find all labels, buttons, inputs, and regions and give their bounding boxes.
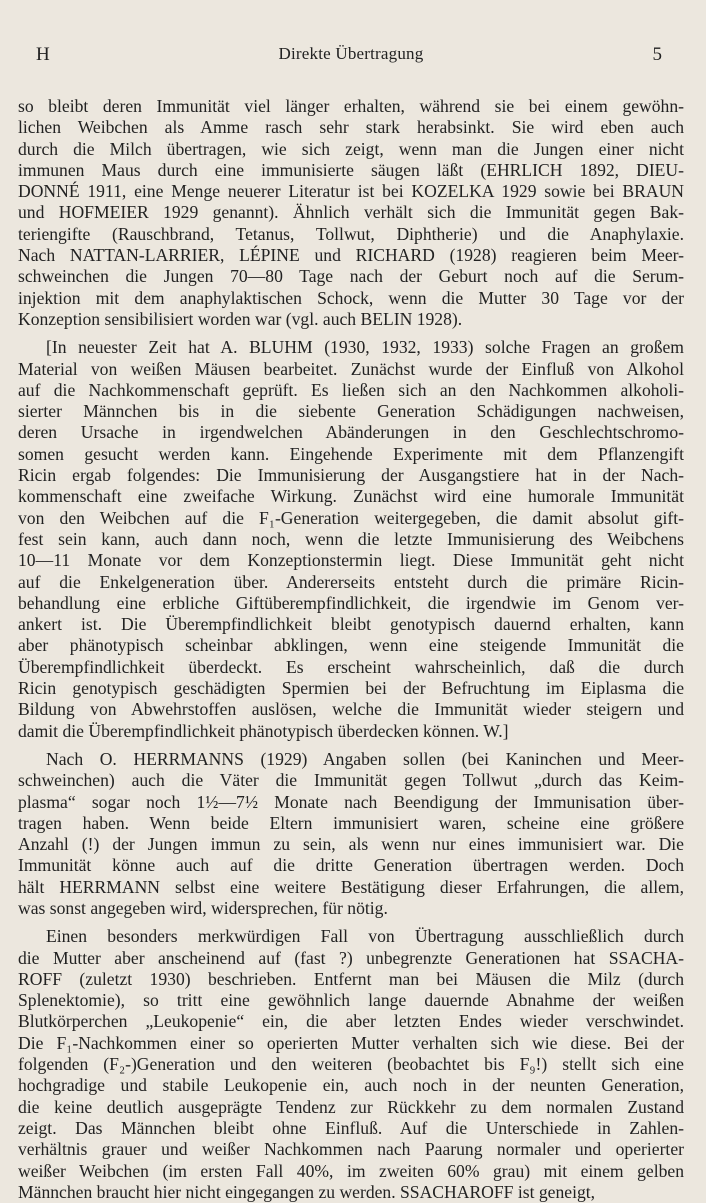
text-line: sierter Männchen bis in die siebente Generation Schädigungen nachweisen, bbox=[18, 401, 684, 422]
text-line: plasma“ sogar noch 1½—7½ Monate nach Beendigung der Immunisation über- bbox=[18, 791, 684, 812]
text-line: Immunität könne auch auf die dritte Generation übertragen werden. Doch bbox=[18, 855, 684, 876]
running-title: Direkte Übertragung bbox=[278, 44, 424, 63]
text-line: Blutkörperchen „Leukopenie“ ein, die aber letzten Endes wieder verschwindet. bbox=[18, 1011, 684, 1032]
text-line: und HOFMEIER 1929 genannt). Ähnlich verhält sich die Immunität gegen Bak- bbox=[18, 202, 684, 223]
text-line: schweinchen die Jungen 70—80 Tage nach der Geburt noch auf die Serum- bbox=[18, 266, 684, 287]
text-line: deren Ursache in irgendwelchen Abänderungen in den Geschlechtschromo- bbox=[18, 422, 684, 443]
section-letter: H bbox=[36, 44, 50, 65]
text-line: somen gesucht werden kann. Eingehende Experimente mit dem Pflanzengift bbox=[18, 443, 684, 464]
text-line: folgenden (F₂-)Generation und den weiteren (beobachtet bis F₉!) stellt sich eine bbox=[18, 1054, 684, 1075]
text-line: Konzeption sensibilisiert worden war (vgl. auch BELIN 1928). bbox=[18, 308, 463, 329]
text-line: die Mutter aber anscheinend auf (fast ?) unbegrenzte Generationen hat SSACHA- bbox=[18, 947, 684, 968]
text-line: Überempfindlichkeit überdeckt. Es erscheint wahrscheinlich, daß die durch bbox=[18, 656, 684, 677]
text-line: was sonst angegeben wird, widersprechen, für nötig. bbox=[18, 897, 388, 918]
text-line: Anzahl (!) der Jungen immun zu sein, als wenn nur eines immunisiert war. Die bbox=[18, 834, 684, 855]
text-line: die keine deutlich ausgeprägte Tendenz zur Rückkehr zu dem normalen Zustand bbox=[18, 1096, 684, 1117]
text-line: so bleibt deren Immunität viel länger erhalten, während sie bei einem gewöhn- bbox=[18, 96, 684, 116]
text-line: Ricin ergab folgendes: Die Immunisierung der Ausgangstiere hat in der Nach- bbox=[18, 465, 684, 486]
body-text bbox=[18, 96, 684, 1203]
text-line: weißer Weibchen (im ersten Fall 40%, im zweiten 60% grau) mit einem gelben bbox=[18, 1160, 684, 1181]
text-line: Splenektomie), so tritt eine gewöhnlich lange dauernde Abnahme der weißen bbox=[18, 990, 684, 1011]
text-line: behandlung eine erbliche Giftüberempfindlichkeit, die irgendwie im Genom ver- bbox=[18, 592, 684, 613]
text-line: Nach NATTAN-LARRIER, LÉPINE und RICHARD (1928) reagieren beim Meer- bbox=[18, 245, 684, 266]
text-line: fest sein kann, auch dann noch, wenn die letzte Immunisierung des Weibchens bbox=[18, 528, 684, 549]
text-line: DONNÉ 1911, eine Menge neuerer Literatur ist bei KOZELKA 1929 sowie bei BRAUN bbox=[18, 181, 684, 202]
paragraph bbox=[18, 337, 684, 742]
text-line: zeigt. Das Männchen bleibt ohne Einfluß. Auf die Unterschiede in Zahlen- bbox=[18, 1117, 684, 1138]
text-line: ROFF (zuletzt 1930) beschrieben. Entfernt man bei Mäusen die Milz (durch bbox=[18, 968, 684, 989]
text-line: hält HERRMANN selbst eine weitere Bestätigung dieser Erfahrungen, die allem, bbox=[18, 876, 684, 897]
paragraph bbox=[18, 96, 684, 330]
text-line: Einen besonders merkwürdigen Fall von Übertragung ausschließlich durch bbox=[46, 926, 684, 947]
text-line: von den Weibchen auf die F₁-Generation weitergegeben, die damit absolut gift- bbox=[18, 507, 684, 528]
text-line: lichen Weibchen als Amme rasch sehr stark herabsinkt. Sie wird eben auch bbox=[18, 117, 684, 138]
text-line: hochgradige und stabile Leukopenie ein, auch noch in der neunten Generation, bbox=[18, 1075, 684, 1096]
text-line: durch die Milch übertragen, wie sich zeigt, wenn man die Jungen einer nicht bbox=[18, 138, 684, 159]
text-line: Material von weißen Mäusen bearbeitet. Zunächst wurde der Einfluß von Alkohol bbox=[18, 358, 684, 379]
text-line: verhältnis grauer und weißer Nachkommen nach Paarung normaler und operierter bbox=[18, 1139, 684, 1160]
text-line: injektion mit dem anaphylaktischen Schock, wenn die Mutter 30 Tage vor der bbox=[18, 287, 684, 308]
text-line: Männchen braucht hier nicht eingegangen zu werden. SSACHAROFF ist geneigt, bbox=[18, 1181, 596, 1202]
text-line: Die F₁-Nachkommen einer so operierten Mutter verhalten sich wie diese. Bei der bbox=[18, 1032, 684, 1053]
text-line: Ricin genotypisch geschädigten Spermien bei der Befruchtung im Eiplasma die bbox=[18, 678, 684, 699]
text-line: ankert ist. Die Überempfindlichkeit bleibt genotypisch dauernd erhalten, kann bbox=[18, 614, 684, 635]
text-line: damit die Überempfindlichkeit phänotypisch überdecken können. W.] bbox=[18, 720, 509, 741]
text-line: [In neuester Zeit hat A. BLUHM (1930, 1932, 1933) solche Fragen an großem bbox=[46, 337, 684, 358]
text-line: auf die Enkelgeneration über. Andererseits entsteht durch die primäre Ricin- bbox=[18, 571, 684, 592]
page-number: 5 bbox=[652, 44, 662, 65]
text-line: aber phänotypisch scheinbar abklingen, wenn eine steigende Immunität die bbox=[18, 635, 684, 656]
text-line: auf die Nachkommenschaft geprüft. Es ließen sich an den Nachkommen alkoholi- bbox=[18, 379, 684, 400]
text-line: tragen haben. Wenn beide Eltern immunisiert waren, scheine eine größere bbox=[18, 812, 684, 833]
text-line: Bildung von Abwehrstoffen auslösen, welche die Immunität wieder steigern und bbox=[18, 699, 684, 720]
text-line: kommenschaft eine zweifache Wirkung. Zunächst wird eine humorale Immunität bbox=[18, 486, 684, 507]
paragraph bbox=[18, 749, 684, 919]
text-line: schweinchen) auch die Väter die Immunität gegen Tollwut „durch das Keim- bbox=[18, 770, 684, 791]
text-line: 10—11 Monate vor dem Konzeptionstermin liegt. Diese Immunität geht nicht bbox=[18, 550, 684, 571]
running-header bbox=[18, 0, 684, 96]
text-line: immunen Maus durch eine immunisierte säugen läßt (EHRLICH 1892, DIEU- bbox=[18, 159, 684, 180]
text-line: teriengifte (Rauschbrand, Tetanus, Tollwut, Diphtherie) und die Anaphylaxie. bbox=[18, 223, 684, 244]
paragraph bbox=[18, 926, 684, 1203]
text-line: Nach O. HERRMANNS (1929) Angaben sollen (bei Kaninchen und Meer- bbox=[46, 748, 684, 769]
